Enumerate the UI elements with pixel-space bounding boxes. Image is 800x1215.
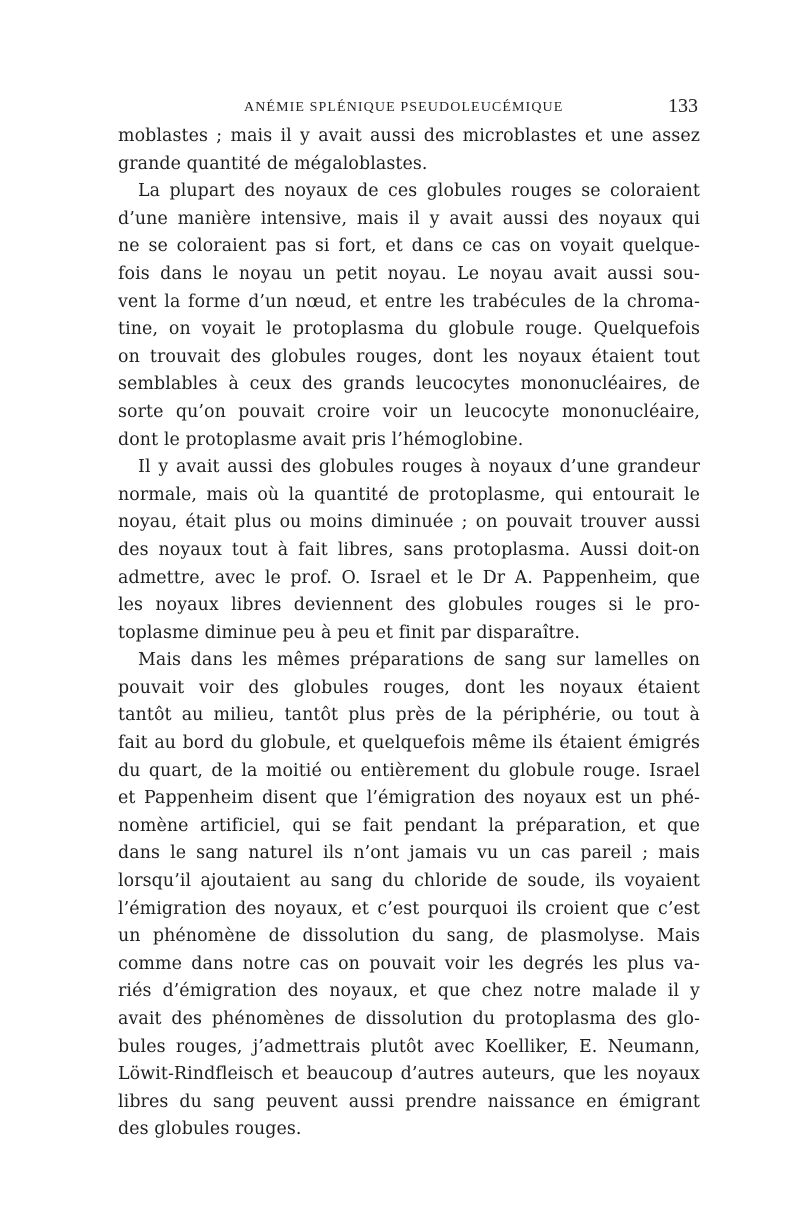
running-title: ANÉMIE SPLÉNIQUE PSEUDOLEUCÉMIQUE [244, 100, 564, 115]
text-line: admettre, avec le prof. O. Israel et le Dr A. Pappenheim, que [118, 567, 700, 588]
text-line: un phénomène de dissolution du sang, de plasmolyse. Mais [118, 926, 700, 947]
body-text [118, 123, 700, 1144]
text-line: semblables à ceux des grands leucocytes mononucléaires, de [118, 374, 700, 395]
text-line: du quart, de la moitié ou entièrement du globule rouge. Israel [118, 760, 700, 781]
text-line: riés d’émigration des noyaux, et que chez notre malade il y [118, 981, 700, 1002]
text-line: l’émigration des noyaux, et c’est pourquoi ils croient que c’est [118, 898, 700, 919]
text-line: lorsqu’il ajoutaient au sang du chloride de soude, ils voyaient [118, 871, 700, 892]
text-line: libres du sang peuvent aussi prendre naissance en émigrant [118, 1091, 700, 1112]
text-line: La plupart des noyaux de ces globules rouges se coloraient [138, 181, 700, 202]
text-line: et Pappenheim disent que l’émigration des noyaux est un phé- [118, 788, 700, 809]
text-line: normale, mais où la quantité de protoplasme, qui entourait le [118, 484, 700, 505]
text-line: on trouvait des globules rouges, dont les noyaux étaient tout [118, 346, 700, 367]
text-line: nomène artificiel, qui se fait pendant la préparation, et que [118, 815, 700, 836]
text-line: toplasme diminue peu à peu et finit par disparaître. [118, 622, 581, 643]
text-line: fois dans le noyau un petit noyau. Le noyau avait aussi sou- [118, 263, 700, 284]
running-head [118, 96, 700, 124]
text-line: pouvait voir des globules rouges, dont les noyaux étaient [118, 677, 700, 698]
text-line: d’une manière intensive, mais il y avait aussi des noyaux qui [118, 208, 700, 229]
text-line: noyau, était plus ou moins diminuée ; on pouvait trouver aussi [118, 512, 700, 533]
text-line: des globules rouges. [118, 1119, 302, 1140]
text-line: ne se coloraient pas si fort, et dans ce cas on voyait quelque- [118, 236, 700, 257]
text-line: dont le protoplasme avait pris l’hémoglobine. [118, 429, 524, 450]
text-line: Mais dans les mêmes préparations de sang sur lamelles on [138, 650, 700, 671]
text-line: Löwit-Rindfleisch et beaucoup d’autres auteurs, que les noyaux [118, 1064, 700, 1085]
text-line: comme dans notre cas on pouvait voir les degrés les plus va- [118, 953, 700, 974]
text-line: avait des phénomènes de dissolution du protoplasma des glo- [118, 1009, 700, 1029]
text-line: Il y avait aussi des globules rouges à noyaux d’une grandeur [138, 457, 700, 478]
page-number: 133 [668, 95, 698, 117]
text-line: bules rouges, j’admettrais plutôt avec Koelliker, E. Neumann, [118, 1036, 700, 1057]
text-line: sorte qu’on pouvait croire voir un leucocyte mononucléaire, [118, 401, 700, 422]
text-line: grande quantité de mégaloblastes. [118, 153, 428, 174]
text-line: les noyaux libres deviennent des globules rouges si le pro- [118, 595, 700, 616]
text-line: vent la forme d’un nœud, et entre les trabécules de la chroma- [118, 291, 700, 312]
text-line: fait au bord du globule, et quelquefois même ils étaient émigrés [118, 733, 700, 754]
text-line: dans le sang naturel ils n’ont jamais vu un cas pareil ; mais [118, 843, 700, 864]
text-line: tantôt au milieu, tantôt plus près de la périphérie, ou tout à [118, 705, 700, 726]
text-line: des noyaux tout à fait libres, sans protoplasma. Aussi doit-on [118, 539, 700, 560]
text-line: tine, on voyait le protoplasma du globule rouge. Quelquefois [118, 319, 700, 340]
text-line: moblastes ; mais il y avait aussi des microblastes et une assez [118, 126, 700, 146]
